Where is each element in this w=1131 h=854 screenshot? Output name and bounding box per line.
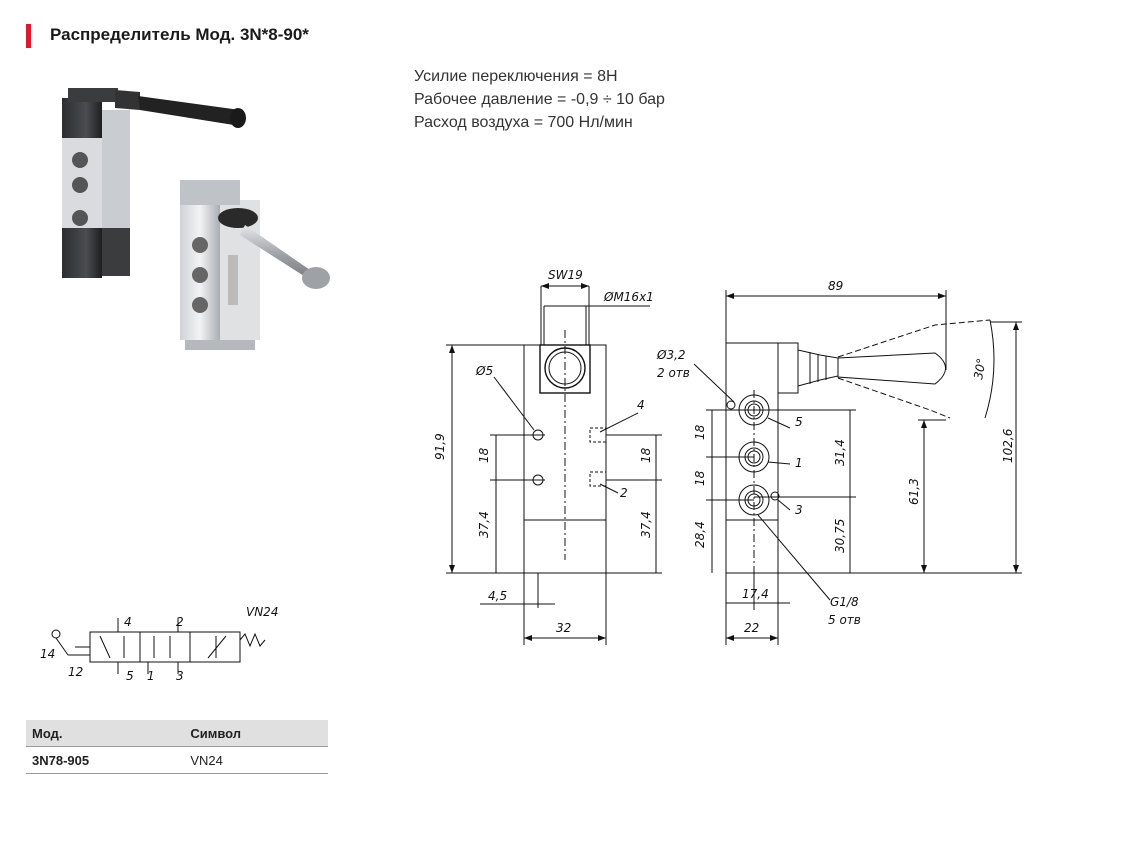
symbol-port-1: 1 bbox=[147, 669, 155, 683]
dim-hole5: Ø5 bbox=[476, 364, 494, 378]
spec-pressure: Рабочее давление = -0,9 ÷ 10 бар bbox=[414, 91, 665, 108]
spec-airflow: Расход воздуха = 700 Нл/мин bbox=[414, 114, 633, 131]
symbol-code: VN24 bbox=[246, 605, 279, 619]
dim-angle: 30° bbox=[971, 357, 989, 381]
port-5-label: 5 bbox=[795, 415, 803, 429]
dim-h61: 61,3 bbox=[907, 478, 921, 505]
table-row bbox=[26, 747, 328, 774]
dim-h31: 31,4 bbox=[833, 439, 847, 466]
symbol-port-4: 4 bbox=[124, 615, 132, 629]
models-table bbox=[26, 720, 328, 774]
dim-w17: 17,4 bbox=[742, 587, 769, 601]
dim-holes-count: 2 отв bbox=[657, 366, 690, 380]
header-model: Мод. bbox=[26, 720, 184, 747]
dim-hole32: Ø3,2 bbox=[657, 348, 686, 362]
lever-handle bbox=[838, 353, 946, 384]
dim-base-left: 37,4 bbox=[477, 511, 491, 538]
dim-pitch-side-b: 18 bbox=[693, 470, 707, 486]
dim-width32: 32 bbox=[556, 621, 572, 635]
dim-length89: 89 bbox=[828, 279, 844, 293]
port-3-label: 3 bbox=[795, 503, 803, 517]
pneumatic-symbol bbox=[30, 600, 290, 690]
cell-model: 3N78-905 bbox=[26, 747, 184, 774]
dim-h30: 30,75 bbox=[833, 518, 847, 553]
dim-ports5: 5 отв bbox=[828, 613, 861, 627]
dim-h102: 102,6 bbox=[1001, 428, 1015, 463]
port-1-label: 1 bbox=[795, 456, 803, 470]
dim-pitch-side-a: 18 bbox=[693, 424, 707, 440]
side-view-body bbox=[726, 343, 778, 573]
dim-g18: G1/8 bbox=[830, 595, 859, 609]
dim-w22: 22 bbox=[744, 621, 760, 635]
symbol-port-12: 12 bbox=[68, 665, 84, 679]
dim-sw19: SW19 bbox=[548, 268, 583, 282]
dim-pitch-left: 18 bbox=[477, 447, 491, 463]
dim-height-total: 91,9 bbox=[433, 433, 447, 460]
dim-offset: 4,5 bbox=[488, 589, 508, 603]
page-title: Распределитель Мод. 3N*8-90* bbox=[50, 25, 309, 44]
dim-h28: 28,4 bbox=[693, 521, 707, 548]
symbol-port-2: 2 bbox=[176, 615, 184, 629]
dim-thread: ØM16x1 bbox=[604, 290, 654, 304]
symbol-port-5: 5 bbox=[126, 669, 134, 683]
spec-force: Усилие переключения = 8Н bbox=[414, 68, 618, 85]
cell-symbol: VN24 bbox=[184, 747, 328, 774]
symbol-port-14: 14 bbox=[40, 647, 56, 661]
port-2-label: 2 bbox=[620, 486, 628, 500]
header-symbol: Символ bbox=[184, 720, 328, 747]
dim-base-right: 37,4 bbox=[639, 511, 653, 538]
symbol-port-3: 3 bbox=[176, 669, 184, 683]
port-4-label: 4 bbox=[637, 398, 645, 412]
dim-pitch-right: 18 bbox=[639, 447, 653, 463]
